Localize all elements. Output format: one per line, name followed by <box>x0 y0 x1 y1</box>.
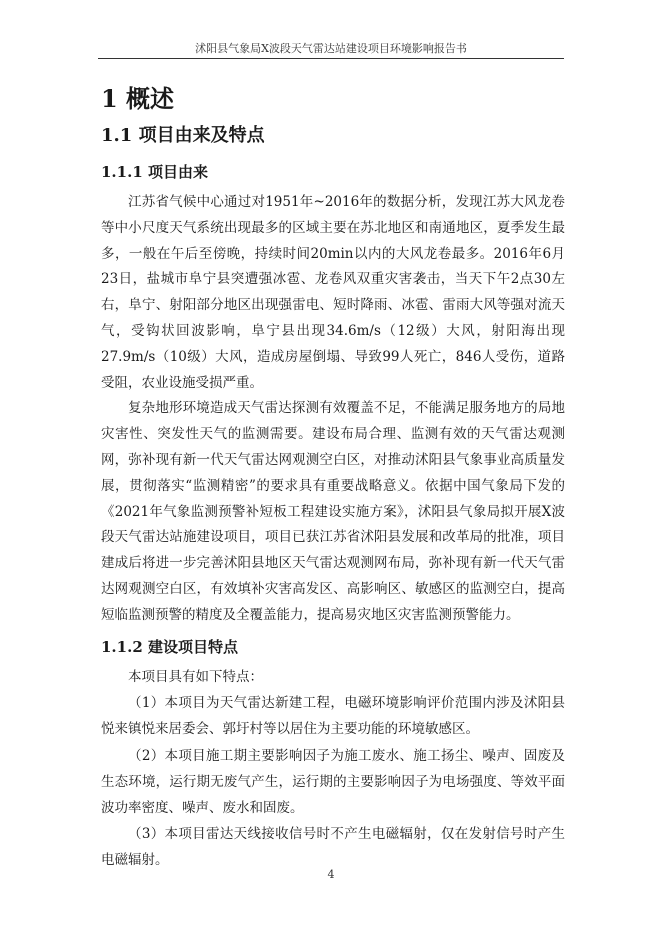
paragraph-background: 江苏省气候中心通过对1951年~2016年的数据分析，发现江苏大风龙卷等中小尺度天气系统出现最多的区域主要在苏北地区和南通地区，夏季发生最多，一般在午后至傍晚，持续时间20min以内的大风龙卷最多。2016年6月23日，盐城市阜宁县突遭强冰雹、龙卷风双重灾害袭击，当天下午2点30左右，阜宁、射阳部分地区出现强雷电、短时降雨、冰雹、雷雨大风等强对流天气，受钩状回波影响，阜宁县出现34.6m/s（12级）大风，射阳海出现27.9m/s（10级）大风，造成房屋倒塌、导致99人死亡，846人受伤，道路受阻，农业设施受损严重。 <box>101 194 565 391</box>
feature-item-2: （2）本项目施工期主要影响因子为施工废水、施工扬尘、噪声、固废及生态环境，运行期无废气产生，运行期的主要影响因子为电场强度、等效平面波功率密度、噪声、废水和固废。 <box>101 747 565 816</box>
feature-item-1: （1）本项目为天气雷达新建工程，电磁环境影响评价范围内涉及沭阳县悦来镇悦来居委会、郭圩村等以居住为主要功能的环境敏感区。 <box>101 695 565 738</box>
header-divider <box>98 58 564 59</box>
features-intro: 本项目具有如下特点： <box>128 668 263 685</box>
feature-item-3: （3）本项目雷达天线接收信号时不产生电磁辐射，仅在发射信号时产生电磁辐射。 <box>101 826 565 869</box>
page-number: 4 <box>327 868 335 881</box>
paragraph-necessity: 复杂地形环境造成天气雷达探测有效覆盖不足，不能满足服务地方的局地灾害性、突发性天气的监测需要。建设布局合理、监测有效的天气雷达观测网，弥补现有新一代天气雷达网观测空白区，对推动沭阳县气象事业高质量发展，贯彻落实“监测精密”的要求具有重要战略意义。依据中国气象局下发的《2021年气象监测预警补短板工程建设实施方案》，沭阳县气象局拟开展X波段天气雷达站施建设项目，项目已获江苏省沭阳县发展和改革局的批准，项目建成后将进一步完善沭阳县地区天气雷达观测网布局，弥补现有新一代天气雷达网观测空白区，有效填补灾害高发区、高影响区、敏感区的监测空白，提高短临监测预警的精度及全覆盖能力，提高易灾地区灾害监测预警能力。 <box>101 400 565 623</box>
section-title-1-1-2: 1.1.2 建设项目特点 <box>101 637 238 656</box>
page-body <box>101 84 565 874</box>
section-title-1-1-1: 1.1.1 项目由来 <box>101 163 208 181</box>
section-title-1-1: 1.1 项目由来及特点 <box>101 125 265 146</box>
chapter-title: 1 概述 <box>101 84 175 113</box>
running-header: 沭阳县气象局X波段天气雷达站建设项目环境影响报告书 <box>195 42 467 55</box>
